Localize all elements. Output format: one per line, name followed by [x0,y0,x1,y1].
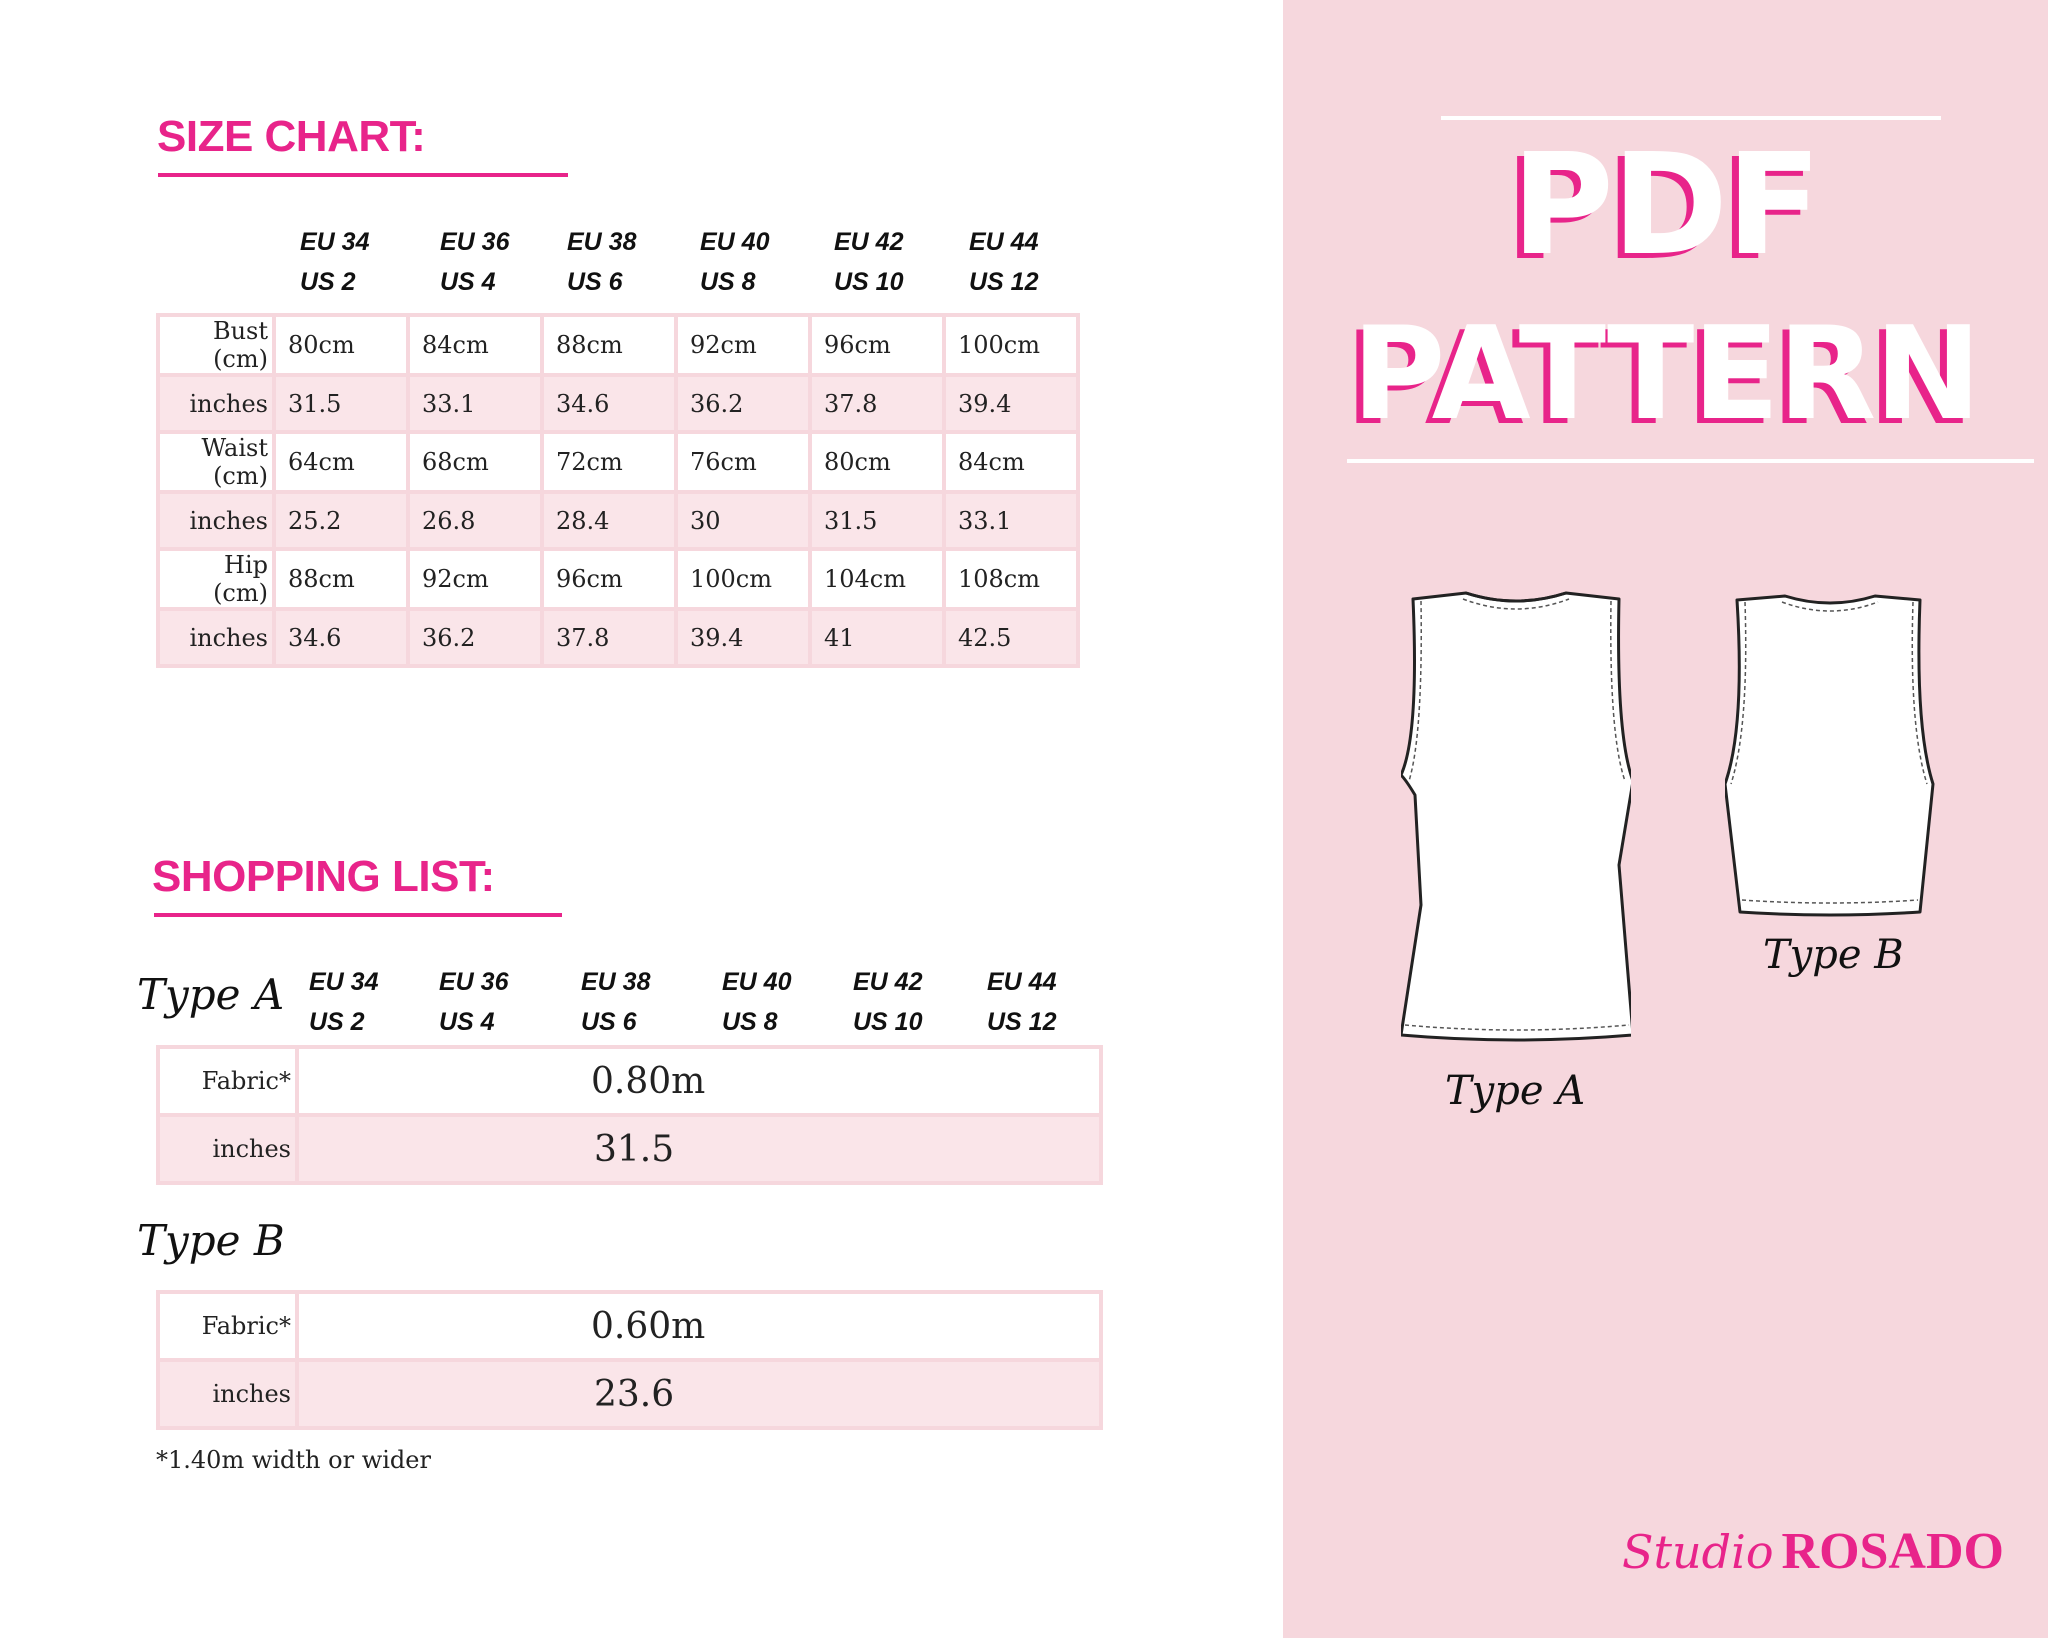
cover-panel [1283,0,2048,1638]
table-cell: 30 [676,492,810,549]
size-chart-table [156,313,1080,668]
row-label: inches [158,609,274,666]
table-cell: 96cm [810,315,944,375]
type-b-caption: Type B [1763,932,1904,978]
brand-name: ROSADO [1781,1523,2004,1580]
table-cell: 23.6 [297,1360,1101,1428]
row-label: Hip (cm) [158,549,274,609]
table-cell: 64cm [274,432,408,492]
tank-top-type-b-illustration [1725,592,1935,917]
brand-logo [1622,1522,2004,1581]
table-row [158,609,1078,666]
row-label: Waist (cm) [158,432,274,492]
cover-title-pdf: PDF [1511,124,1820,287]
size-chart-underline [158,173,568,177]
table-row [158,432,1078,492]
shopping-list-underline [154,913,562,917]
table-cell: 37.8 [810,375,944,432]
table-cell: 31.5 [274,375,408,432]
table-row [158,1115,1101,1183]
table-cell: 92cm [408,549,542,609]
table-cell: 31.5 [297,1115,1101,1183]
table-cell: 100cm [676,549,810,609]
table-cell: 42.5 [944,609,1078,666]
size-header: EU 36 US 4 [439,968,509,1036]
table-row [158,375,1078,432]
table-cell: 80cm [810,432,944,492]
table-cell: 39.4 [944,375,1078,432]
cover-title-pattern: PATTERN [1351,300,1980,449]
table-cell: 88cm [542,315,676,375]
size-header: EU 38 US 6 [581,968,651,1036]
type-b-table [156,1290,1103,1430]
table-cell: 25.2 [274,492,408,549]
table-cell: 100cm [944,315,1078,375]
table-row [158,315,1078,375]
type-a-heading: Type A [137,970,285,1019]
table-row [158,1360,1101,1428]
table-row [158,1292,1101,1360]
table-cell: 88cm [274,549,408,609]
table-cell: 33.1 [408,375,542,432]
shopping-list-title: SHOPPING LIST: [152,852,495,901]
table-cell: 34.6 [274,609,408,666]
table-cell: 104cm [810,549,944,609]
table-row [158,549,1078,609]
row-label: inches [158,1115,297,1183]
table-cell: 31.5 [810,492,944,549]
table-cell: 37.8 [542,609,676,666]
size-header: EU 44 US 12 [987,968,1057,1036]
table-cell: 84cm [944,432,1078,492]
size-header: EU 40 US 8 [722,968,792,1036]
type-a-table [156,1045,1103,1185]
size-header: EU 38 US 6 [567,228,637,296]
size-header: EU 36 US 4 [440,228,510,296]
table-cell: 41 [810,609,944,666]
table-cell: 36.2 [676,375,810,432]
table-cell: 72cm [542,432,676,492]
row-label: Fabric* [158,1292,297,1360]
type-b-heading: Type B [137,1216,285,1265]
bottom-rule [1347,459,2034,463]
table-cell: 80cm [274,315,408,375]
table-cell: 39.4 [676,609,810,666]
footnote: *1.40m width or wider [156,1446,431,1474]
table-cell: 0.60m [297,1292,1101,1360]
table-cell: 28.4 [542,492,676,549]
table-cell: 92cm [676,315,810,375]
size-header: EU 42 US 10 [834,228,904,296]
tank-top-type-a-illustration [1401,585,1631,1050]
row-label: inches [158,375,274,432]
row-label: Bust (cm) [158,315,274,375]
type-a-caption: Type A [1445,1068,1586,1114]
table-cell: 68cm [408,432,542,492]
table-cell: 76cm [676,432,810,492]
table-cell: 34.6 [542,375,676,432]
size-header: EU 34 US 2 [309,968,379,1036]
table-cell: 0.80m [297,1047,1101,1115]
row-label: Fabric* [158,1047,297,1115]
size-header: EU 42 US 10 [853,968,923,1036]
size-header: EU 40 US 8 [700,228,770,296]
table-cell: 108cm [944,549,1078,609]
table-cell: 33.1 [944,492,1078,549]
table-cell: 36.2 [408,609,542,666]
table-cell: 84cm [408,315,542,375]
row-label: inches [158,1360,297,1428]
table-row [158,492,1078,549]
table-row [158,1047,1101,1115]
table-cell: 26.8 [408,492,542,549]
size-header: EU 44 US 12 [969,228,1039,296]
size-chart-title: SIZE CHART: [157,112,426,161]
size-header: EU 34 US 2 [300,228,370,296]
row-label: inches [158,492,274,549]
top-rule [1441,116,1941,120]
table-cell: 96cm [542,549,676,609]
brand-studio: Studio [1622,1525,1774,1579]
